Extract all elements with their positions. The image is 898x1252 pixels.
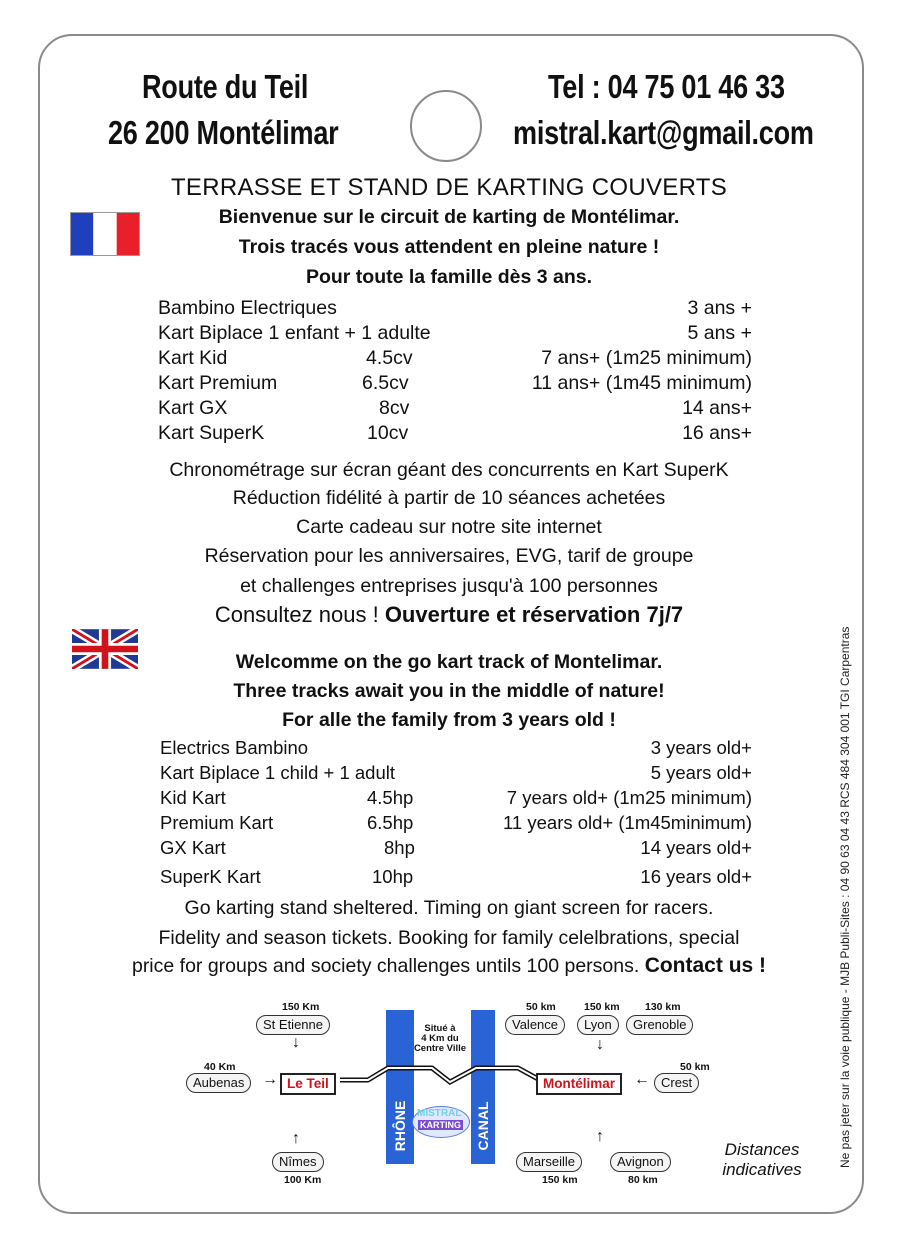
kart-age: 7 ans+ (1m25 minimum) [541, 347, 752, 369]
kart-age: 16 years old+ [640, 866, 752, 887]
situe-label [408, 1024, 472, 1054]
en-kart-row [160, 866, 752, 890]
kart-age: 14 years old+ [640, 837, 752, 858]
kart-age: 3 ans + [687, 297, 752, 319]
fr-kart-row [158, 422, 752, 446]
fr-intro-2: Trois tracés vous attendent en pleine nature ! [238, 236, 660, 258]
phone-number: Tel : 04 75 01 46 33 [548, 68, 785, 105]
kart-age: 11 years old+ (1m45minimum) [503, 812, 752, 833]
fr-kart-row [158, 322, 752, 346]
arrow-down-icon: ↓ [292, 1034, 300, 1051]
kart-power: 4.5cv [366, 347, 413, 369]
page-title: TERRASSE ET STAND DE KARTING COUVERTS [170, 174, 728, 201]
crest-km: 50 km [680, 1061, 710, 1073]
kart-age: 14 ans+ [682, 397, 752, 419]
kart-name: Kart Biplace 1 enfant + 1 adulte [158, 322, 431, 344]
en-last-line [0, 954, 898, 978]
marseille-pill: Marseille [516, 1152, 582, 1172]
en-kart-row [160, 737, 752, 761]
fr-info-5: et challenges entreprises jusqu'à 100 personnes [240, 575, 658, 597]
kart-name: Kid Kart [160, 787, 226, 808]
fr-contact-line [0, 602, 898, 628]
kart-age: 7 years old+ (1m25 minimum) [506, 787, 752, 808]
fr-info-3: Carte cadeau sur notre site internet [296, 516, 602, 538]
fr-intro-3: Pour toute la famille dès 3 ans. [305, 266, 593, 288]
en-kart-row [160, 837, 752, 861]
kart-name: Electrics Bambino [160, 737, 309, 758]
situe-line: 4 Km du [421, 1033, 459, 1044]
arrow-right-icon: → [262, 1071, 278, 1088]
en-intro-1: Welcomme on the go kart track of Montelimar. [235, 651, 663, 673]
email-address: mistral.kart@gmail.com [513, 114, 814, 151]
fr-info-1: Chronométrage sur écran géant des concurrents en Kart SuperK [169, 459, 729, 481]
kart-power: 6.5hp [367, 812, 414, 833]
kart-age: 5 ans + [687, 322, 752, 344]
montelimar-box: Montélimar [536, 1073, 622, 1095]
side-legal-text: Ne pas jeter sur la voie publique - MJB Publi-Sites : 04 90 63 04 43 RCS 484 304 001 TGI Carpentras [838, 626, 852, 1168]
kart-age: 16 ans+ [682, 422, 752, 444]
st-etienne-km: 150 Km [282, 1001, 320, 1013]
situe-line: Situé à [424, 1023, 456, 1034]
en-kart-row [160, 787, 752, 811]
arrow-left-icon: ← [634, 1071, 650, 1088]
lyon-pill: Lyon [577, 1015, 619, 1035]
distances-note [712, 1140, 812, 1180]
st-etienne-pill: St Etienne [256, 1015, 330, 1035]
aubenas-pill: Aubenas [186, 1073, 251, 1093]
valence-km: 50 km [526, 1001, 556, 1013]
arrow-up-icon: ↑ [292, 1130, 300, 1147]
crest-pill: Crest [654, 1073, 699, 1093]
avignon-pill: Avignon [610, 1152, 671, 1172]
address-line2: 26 200 Montélimar [108, 114, 339, 151]
rhone-label: RHÔNE [392, 1100, 408, 1152]
kart-name: Kart GX [158, 397, 228, 419]
situe-line: Centre Ville [413, 1043, 467, 1054]
canal-label: CANAL [475, 1101, 491, 1151]
fr-kart-row [158, 297, 752, 321]
en-kart-row [160, 812, 752, 836]
kart-age: 3 years old+ [650, 737, 752, 758]
le-teil-box: Le Teil [280, 1073, 336, 1095]
kart-power: 8cv [379, 397, 410, 419]
nimes-pill: Nîmes [272, 1152, 324, 1172]
kart-name: GX Kart [160, 837, 226, 858]
road-line [340, 1060, 540, 1100]
kart-name: Kart SuperK [158, 422, 265, 444]
fr-info-2: Réduction fidélité à partir de 10 séances achetées [232, 487, 666, 509]
kart-age: 11 ans+ (1m45 minimum) [531, 372, 752, 394]
address-line1: Route du Teil [142, 68, 309, 105]
grenoble-pill: Grenoble [626, 1015, 693, 1035]
lyon-km: 150 km [584, 1001, 620, 1013]
fr-kart-row [158, 347, 752, 371]
marseille-km: 150 km [542, 1174, 578, 1186]
en-info-2: Fidelity and season tickets. Booking for family celelbrations, special [158, 927, 740, 949]
kart-name: SuperK Kart [160, 866, 261, 887]
kart-power: 10cv [367, 422, 409, 444]
en-info-1: Go karting stand sheltered. Timing on giant screen for racers. [184, 897, 714, 919]
fr-info-4: Réservation pour les anniversaires, EVG, tarif de groupe [204, 545, 694, 567]
kart-name: Kart Premium [158, 372, 278, 394]
arrow-up-icon: ↑ [596, 1128, 604, 1145]
grenoble-km: 130 km [645, 1001, 681, 1013]
karting-logo [412, 1106, 470, 1138]
logo-top-text: MISTRAL [417, 1108, 462, 1119]
fr-intro-1: Bienvenue sur le circuit de karting de Montélimar. [218, 206, 680, 228]
distances-line: Distances [724, 1140, 800, 1159]
logo-bottom-text: KARTING [420, 1120, 461, 1130]
en-intro-3: For alle the family from 3 years old ! [282, 709, 616, 731]
hang-hole [410, 90, 482, 162]
distances-line: indicatives [722, 1160, 802, 1179]
kart-name: Kart Biplace 1 child + 1 adult [160, 762, 395, 783]
en-kart-row [160, 762, 752, 786]
fr-kart-row [158, 372, 752, 396]
kart-name: Bambino Electriques [158, 297, 337, 319]
aubenas-km: 40 Km [204, 1061, 236, 1073]
nimes-km: 100 Km [284, 1174, 322, 1186]
kart-name: Kart Kid [158, 347, 228, 369]
kart-power: 10hp [372, 866, 414, 887]
fr-contact-bold: Ouverture et réservation 7j/7 [384, 602, 684, 627]
kart-power: 4.5hp [367, 787, 414, 808]
fr-contact-prefix: Consultez nous ! [214, 602, 385, 627]
kart-power: 6.5cv [362, 372, 409, 394]
kart-power: 8hp [384, 837, 415, 858]
en-last-prefix: price for groups and society challenges untils 100 persons. [131, 955, 645, 977]
avignon-km: 80 km [628, 1174, 658, 1186]
arrow-down-icon: ↓ [596, 1036, 604, 1053]
valence-pill: Valence [505, 1015, 565, 1035]
kart-age: 5 years old+ [650, 762, 752, 783]
kart-name: Premium Kart [160, 812, 274, 833]
en-contact-bold: Contact us ! [644, 954, 767, 977]
en-intro-2: Three tracks await you in the middle of nature! [233, 680, 665, 702]
fr-kart-row [158, 397, 752, 421]
